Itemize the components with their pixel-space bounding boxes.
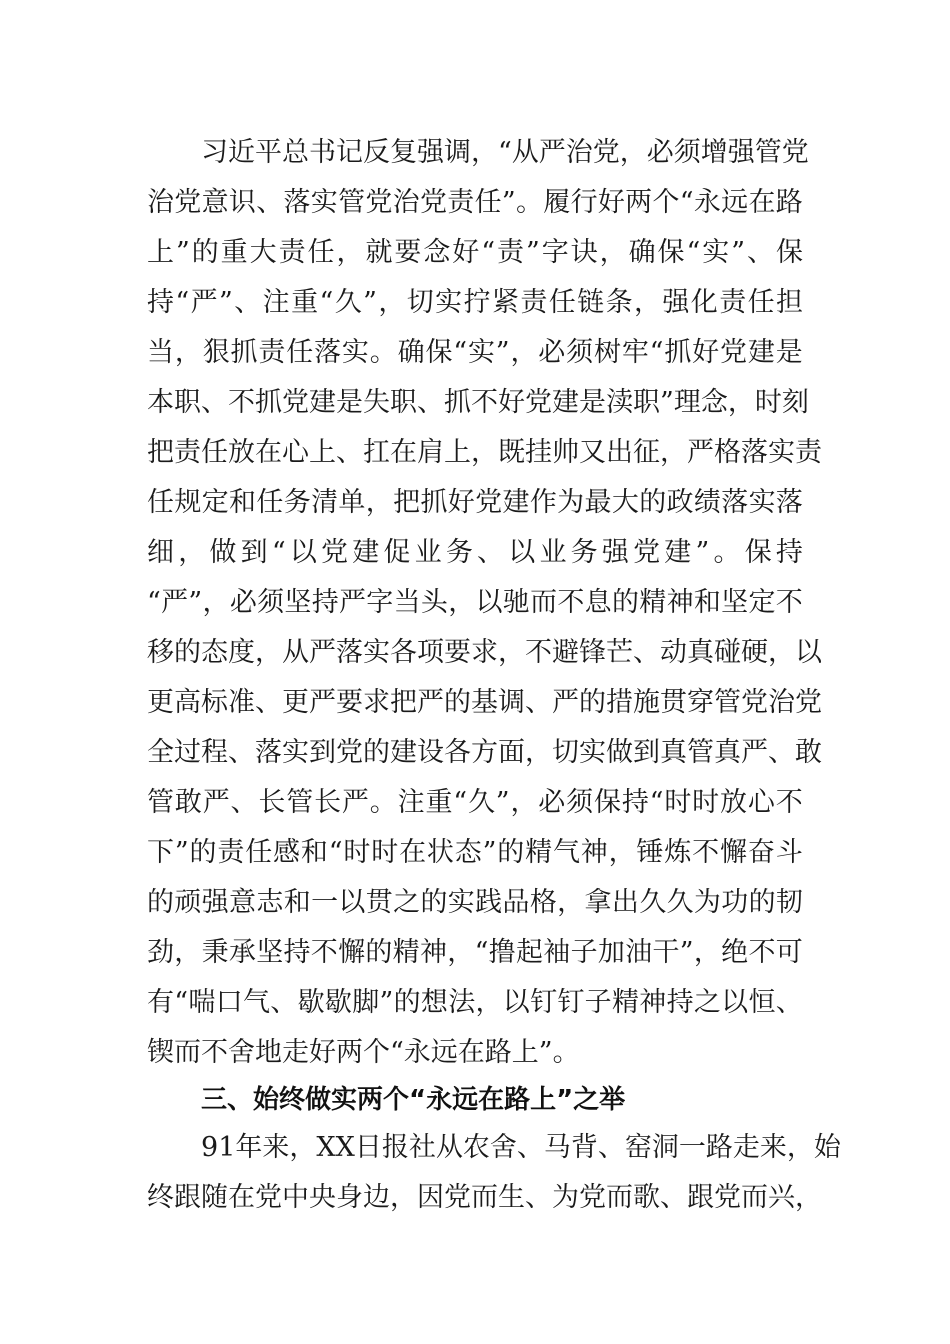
paragraph-line: 管 敢 严 、 长 管 长 严 。 注 重 “ 久 ” ， 必 须 保 持 “ 时 时 放 心 不: [147, 787, 803, 818]
paragraph-line: 有 “ 喘 口 气 、 歇 歇 脚 ” 的 想 法 ， 以 钉 钉 子 精 神 持 之 以 恒 、: [147, 987, 803, 1018]
paragraph-line: 下 ” 的 责 任 感 和 “ 时 时 在 状 态 ” 的 精 气 神 ， 锤 炼 不 懈 奋 斗: [147, 837, 803, 868]
paragraph-line: 治 党 意 识 、 落 实 管 党 治 党 责 任 ” 。 履 行 好 两 个 “ 永 远 在 路: [147, 187, 803, 218]
paragraph-line: 终 跟 随 在 党 中 央 身 边 ， 因 党 而 生 、 为 党 而 歌 、 跟 党 而 兴 ，: [147, 1182, 822, 1213]
paragraph-line: 的 顽 强 意 志 和 一 以 贯 之 的 实 践 品 格 ， 拿 出 久 久 为 功 的 韧: [147, 887, 803, 918]
section-heading: 三、始终做实两个“永远在路上”之举: [201, 1085, 626, 1115]
paragraph-line: 持 “ 严 ” 、 注 重 “ 久 ” ， 切 实 拧 紧 责 任 链 条 ， 强 化 责 任 担: [147, 287, 803, 318]
paragraph-line: 当 ， 狠 抓 责 任 落 实 。 确 保 “ 实 ” ， 必 须 树 牢 “ 抓 好 党 建 是: [147, 337, 803, 368]
paragraph-line: 细 ， 做 到 “ 以 党 建 促 业 务 、 以 业 务 强 党 建 ” 。 保 持: [147, 537, 803, 568]
paragraph-line: 全 过 程 、 落 实 到 党 的 建 设 各 方 面 ， 切 实 做 到 真 管 真 严 、 敢: [147, 737, 822, 768]
paragraph-line: 习近平总书记反复强调，“从严治党，必须增强管党: [201, 137, 809, 168]
paragraph-line: 劲 ， 秉 承 坚 持 不 懈 的 精 神 ， “ 撸 起 袖 子 加 油 干 ” ， 绝 不 可: [147, 937, 803, 968]
paragraph-line: 任 规 定 和 任 务 清 单 ， 把 抓 好 党 建 作 为 最 大 的 政 绩 落 实 落: [147, 487, 803, 518]
paragraph-line: “ 严 ” ， 必 须 坚 持 严 字 当 头 ， 以 驰 而 不 息 的 精 神 和 坚 定 不: [147, 587, 803, 618]
paragraph-line: 更 高 标 准 、 更 严 要 求 把 严 的 基 调 、 严 的 措 施 贯 穿 管 党 治 党: [147, 687, 822, 718]
paragraph-line: 9 1 年 来 ， X X 日 报 社 从 农 舍 、 马 背 、 窑 洞 一 路 走 来 ， 始: [201, 1132, 841, 1163]
paragraph-line: 移 的 态 度 ， 从 严 落 实 各 项 要 求 ， 不 避 锋 芒 、 动 真 碰 硬 ， 以: [147, 637, 822, 668]
paragraph-line: 上 ” 的 重 大 责 任 ， 就 要 念 好 “ 责 ” 字 诀 ， 确 保 “ 实 ” 、 保: [147, 237, 803, 268]
paragraph-line: 锲而不舍地走好两个“永远在路上”。: [147, 1037, 580, 1068]
paragraph-line: 本 职 、 不 抓 党 建 是 失 职 、 抓 不 好 党 建 是 渎 职 ” 理 念 ， 时 刻: [147, 387, 809, 418]
paragraph-line: 把 责 任 放 在 心 上 、 扛 在 肩 上 ， 既 挂 帅 又 出 征 ， 严 格 落 实 责: [147, 437, 822, 468]
